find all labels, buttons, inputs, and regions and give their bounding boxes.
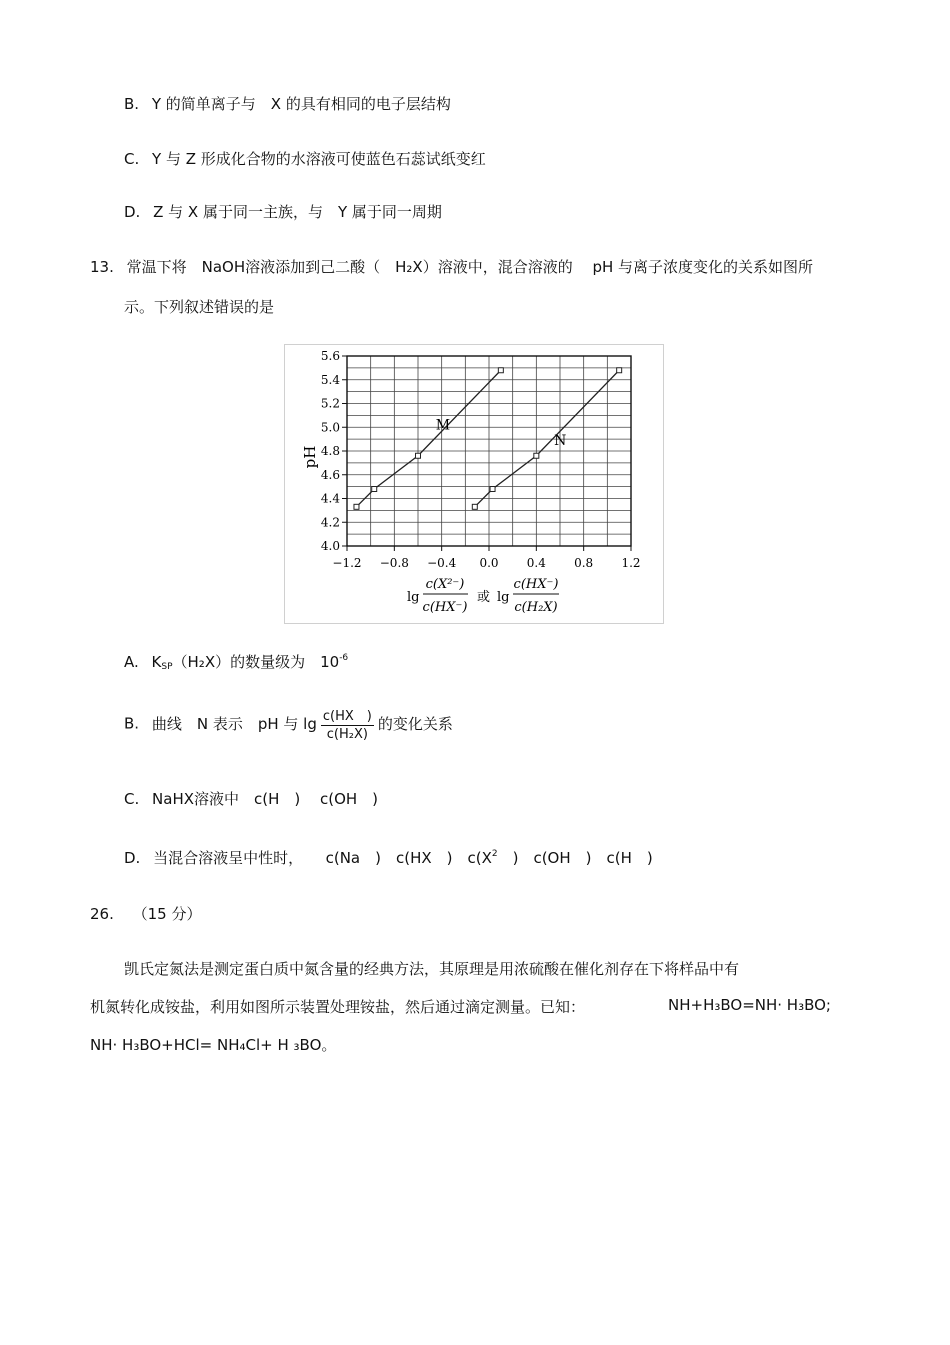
x-label-lg2: lg — [497, 590, 510, 605]
y-tick-label: 4.0 — [320, 539, 340, 553]
question-text-line1: 常温下将 NaOH溶液添加到己二酸（ H₂X）溶液中，混合溶液的 pH 与离子浓度变化的关系如图所 — [126, 258, 814, 276]
question-number: 26. — [90, 905, 114, 923]
x-axis-label — [407, 577, 559, 615]
data-point-M — [416, 453, 421, 458]
option-12-c — [124, 148, 486, 169]
y-tick-label: 5.4 — [320, 372, 340, 387]
ph-chart — [284, 344, 664, 624]
option-label: D. — [124, 203, 141, 221]
x-tick-label: −1.2 — [332, 556, 362, 570]
option-label: A. — [124, 653, 139, 671]
option-text-pre: 曲线 N 表示 pH 与 lg — [151, 715, 317, 733]
option-label: C. — [124, 150, 140, 168]
question-score: （15 分） — [132, 905, 202, 923]
data-point-M — [372, 487, 377, 492]
option-fraction — [321, 705, 374, 742]
y-tick-label: 5.2 — [320, 396, 340, 411]
y-tick-label: 4.4 — [320, 491, 340, 506]
x-label-num2: c(HX⁻) — [513, 577, 559, 592]
ph-chart-svg — [285, 345, 663, 623]
option-13-c — [124, 788, 378, 809]
x-tick-label: −0.4 — [427, 556, 457, 570]
y-tick-label: 4.8 — [320, 444, 340, 458]
equation-2: NH· H₃BO+HCl= NH₄Cl+ H ₃BO。 — [90, 1036, 337, 1054]
option-13-b — [124, 705, 453, 742]
option-text: Z 与 X 属于同一主族，与 Y 属于同一周期 — [153, 203, 442, 221]
option-text: Y 与 Z 形成化合物的水溶液可使蓝色石蕊试纸变红 — [152, 150, 486, 168]
data-point-N — [472, 504, 477, 509]
paragraph-line2: 机氮转化成铵盐，利用如图所示装置处理铵盐，然后通过滴定测量。已知： — [90, 998, 586, 1016]
option-text: Y 的简单离子与 X 的具有相同的电子层结构 — [151, 95, 451, 113]
y-tick-label: 4.6 — [320, 467, 340, 482]
x-tick-label: 0.8 — [574, 556, 594, 570]
data-point-N — [617, 368, 622, 373]
curve-label-N: N — [554, 433, 567, 450]
option-text-pre: 当混合溶液呈中性时， c(Na ) c(HX ) c(X — [153, 849, 492, 867]
option-label: C. — [124, 790, 140, 808]
exponent: -6 — [339, 653, 349, 663]
chart-labels — [321, 349, 641, 570]
option-label: B. — [124, 95, 140, 113]
x-label-num1: c(X²⁻) — [425, 577, 465, 592]
x-label-den1: c(HX⁻) — [422, 600, 468, 615]
question-13-stem — [90, 256, 813, 277]
ksp-subscript: SP — [161, 662, 173, 672]
fraction-numerator: c(HX ) — [321, 705, 374, 726]
option-12-d — [124, 201, 442, 222]
option-text-post: ) c(OH ) c(H ) — [497, 849, 653, 867]
question-text-line2: 示。下列叙述错误的是 — [124, 298, 275, 316]
option-text: （H₂X）的数量级为 10 — [172, 653, 340, 671]
chart-grid — [347, 356, 631, 546]
y-tick-label: 4.2 — [320, 515, 340, 530]
y-axis-label: pH — [301, 445, 319, 469]
option-text-post: 的变化关系 — [377, 715, 453, 733]
option-13-d — [124, 847, 653, 868]
option-label: D. — [124, 849, 141, 867]
data-point-N — [490, 487, 495, 492]
x-tick-label: 1.2 — [621, 556, 641, 570]
x-label-lg1: lg — [407, 590, 420, 605]
ksp-symbol: K — [151, 653, 162, 671]
option-text: NaHX溶液中 c(H ) c(OH ) — [152, 790, 379, 808]
question-26-header — [90, 903, 202, 924]
data-point-M — [354, 504, 359, 509]
x-tick-label: −0.8 — [379, 556, 409, 570]
fraction-denominator: c(H₂X) — [326, 727, 368, 742]
option-12-b — [124, 93, 451, 114]
y-tick-label: 5.0 — [320, 420, 340, 435]
x-label-den2: c(H₂X) — [514, 600, 558, 615]
charge-superscript: 2 — [491, 849, 498, 859]
y-tick-label: 5.6 — [320, 349, 340, 363]
x-tick-label: 0.0 — [479, 556, 499, 570]
data-point-M — [498, 368, 503, 373]
option-13-a — [124, 651, 348, 672]
x-label-or: 或 — [477, 590, 491, 605]
option-label: B. — [124, 714, 140, 733]
paragraph-line1: 凯氏定氮法是测定蛋白质中氮含量的经典方法，其原理是用浓硫酸在催化剂存在下将样品中有 — [124, 960, 740, 978]
question-number: 13. — [90, 258, 114, 276]
x-tick-label: 0.4 — [526, 556, 546, 570]
curve-label-M: M — [435, 417, 451, 434]
data-point-N — [534, 453, 539, 458]
equation-1: NH+H₃BO=NH· H₃BO; — [668, 996, 831, 1014]
